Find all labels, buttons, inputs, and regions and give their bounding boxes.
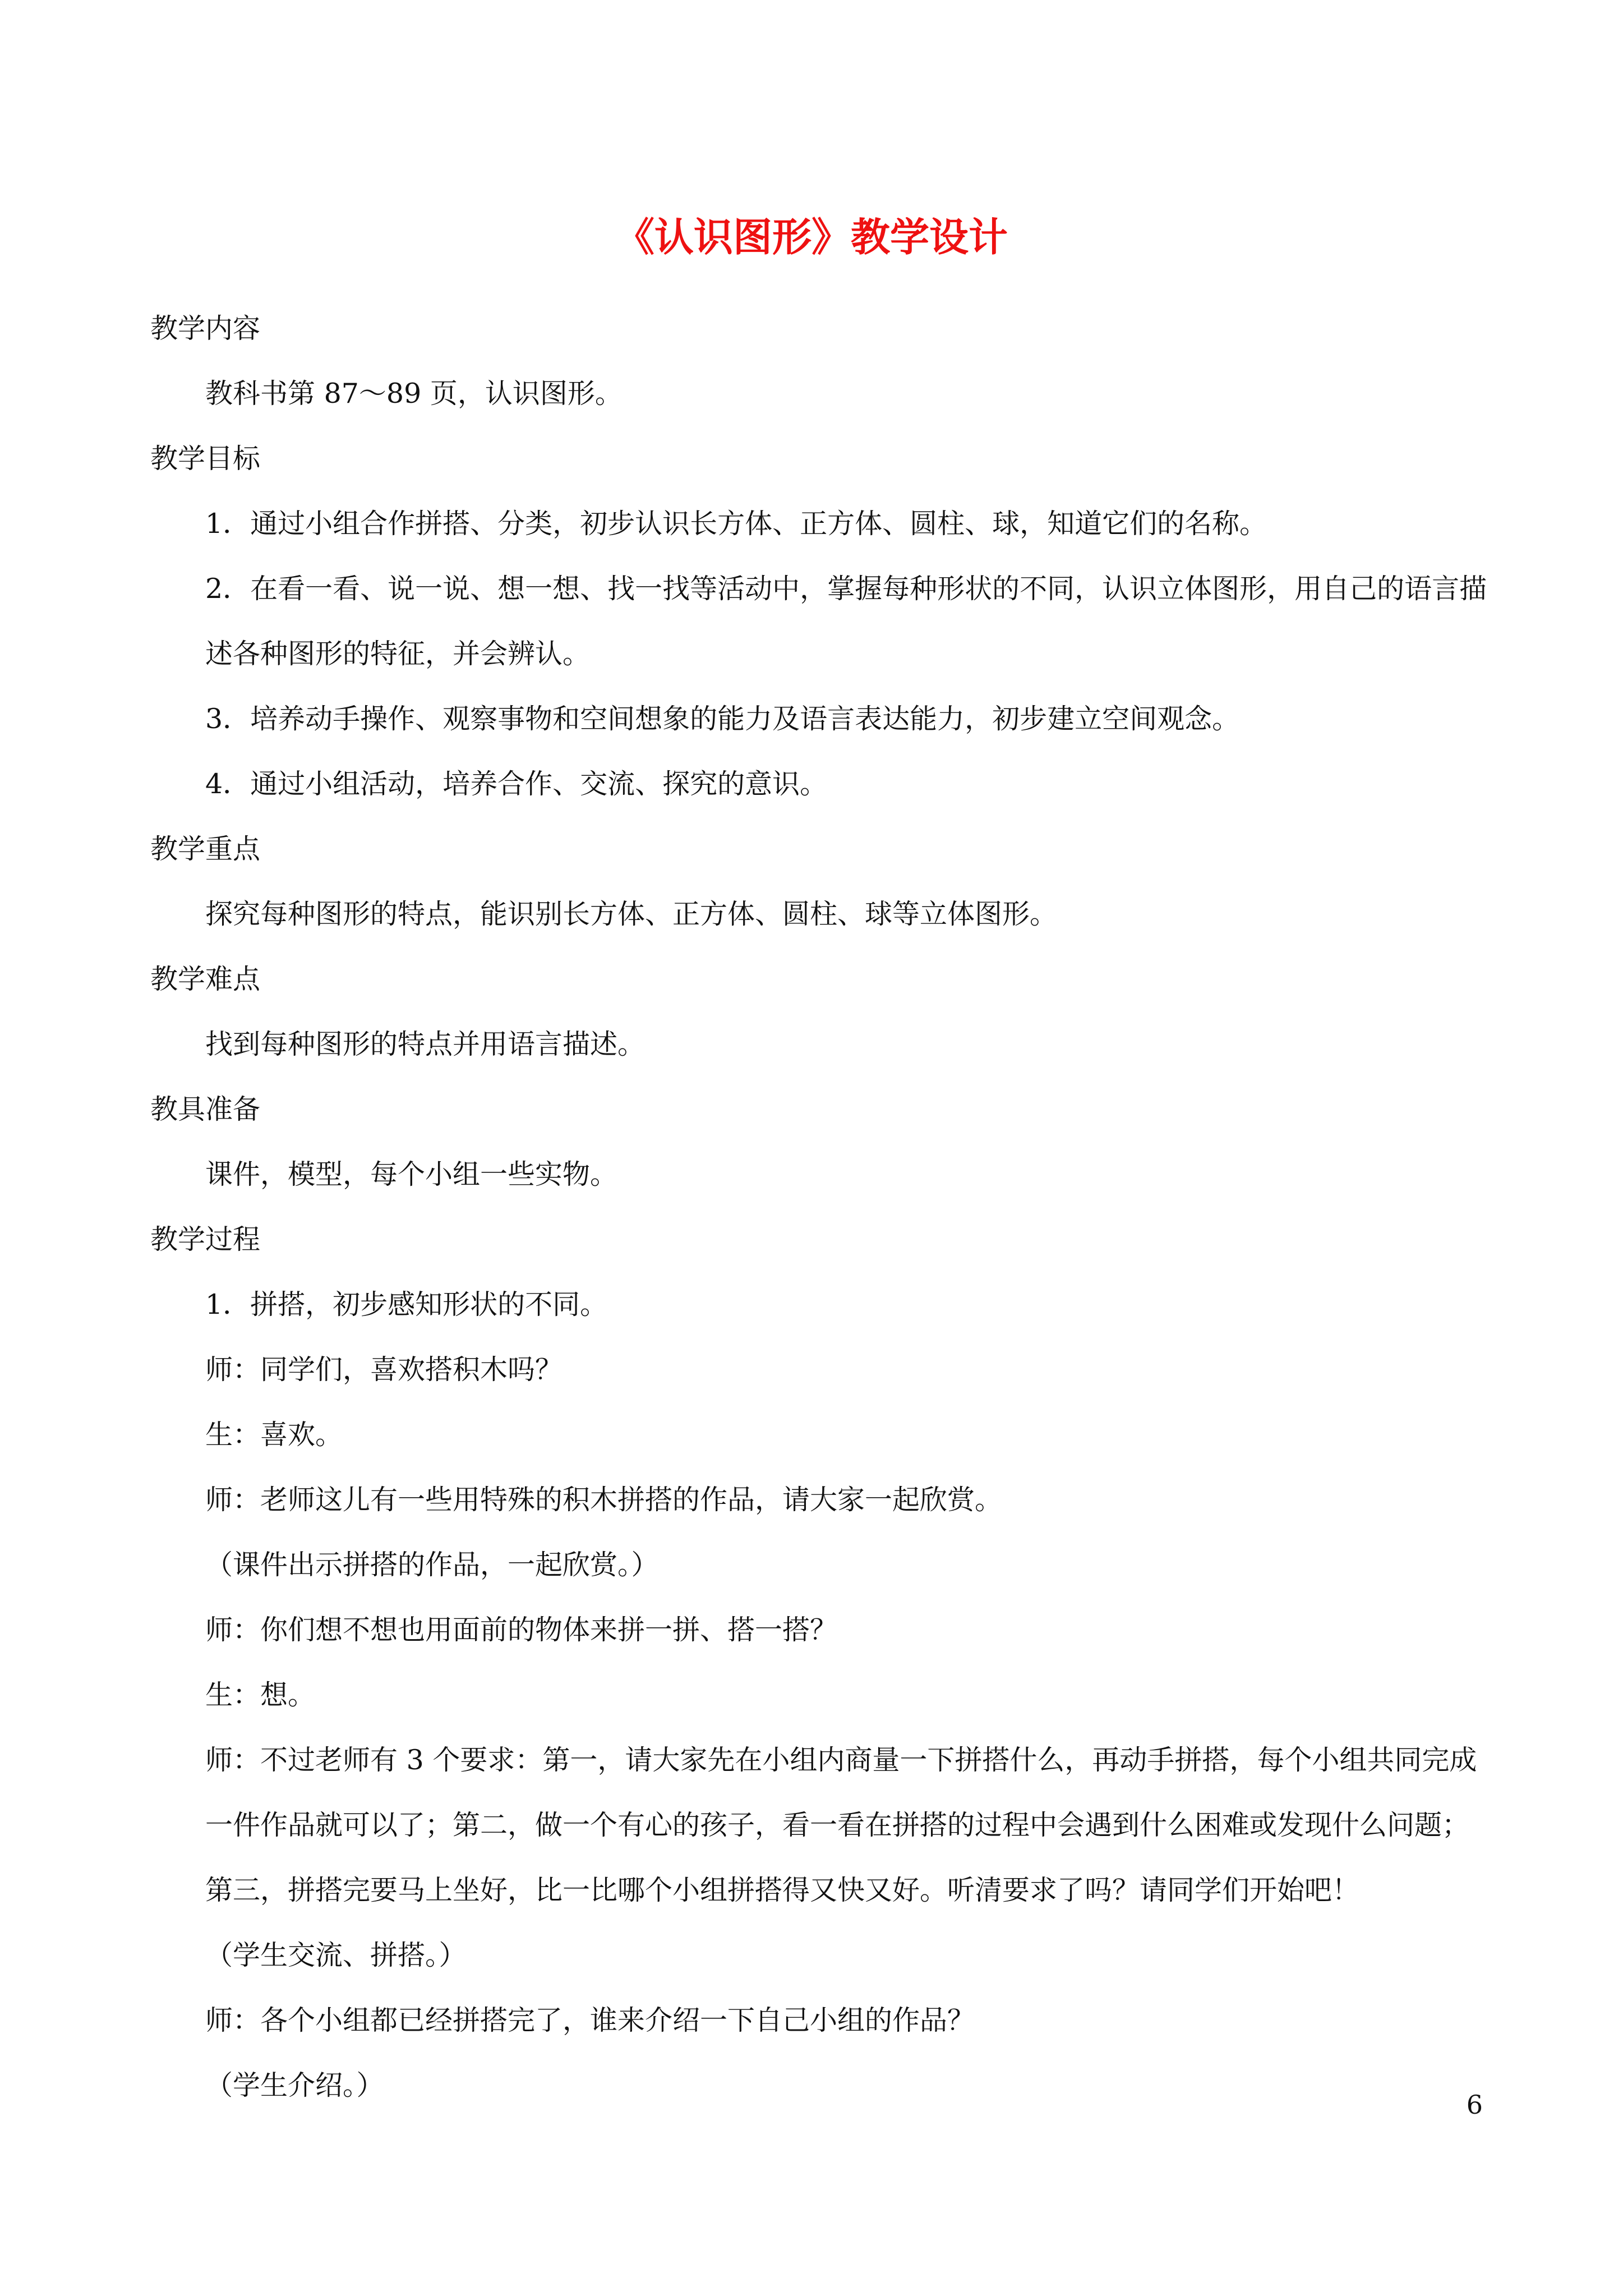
paragraph: （学生交流、拼搭。） bbox=[205, 1939, 467, 1971]
paragraph: 探究每种图形的特点，能识别长方体、正方体、圆柱、球等立体图形。 bbox=[205, 898, 1058, 930]
section-heading-goals: 教学目标 bbox=[150, 443, 261, 475]
paragraph: 4．通过小组活动，培养合作、交流、探究的意识。 bbox=[205, 768, 828, 800]
document-title: 《认识图形》教学设计 bbox=[615, 214, 1008, 260]
paragraph: 师：同学们，喜欢搭积木吗？ bbox=[205, 1354, 563, 1386]
paragraph: （学生介绍。） bbox=[205, 2069, 384, 2101]
paragraph: 师：各个小组都已经拼搭完了，谁来介绍一下自己小组的作品？ bbox=[205, 2004, 975, 2036]
paragraph: 师：老师这儿有一些用特殊的积木拼搭的作品，请大家一起欣赏。 bbox=[205, 1484, 1003, 1516]
paragraph: 3．培养动手操作、观察事物和空间想象的能力及语言表达能力，初步建立空间观念。 bbox=[205, 703, 1240, 735]
paragraph: 生：喜欢。 bbox=[205, 1419, 343, 1451]
section-heading-materials: 教具准备 bbox=[150, 1093, 261, 1125]
section-heading-process: 教学过程 bbox=[150, 1223, 261, 1255]
paragraph: 生：想。 bbox=[205, 1679, 316, 1711]
page-number: 6 bbox=[1466, 2090, 1483, 2120]
paragraph: 课件，模型，每个小组一些实物。 bbox=[205, 1158, 618, 1190]
section-heading-focus: 教学重点 bbox=[150, 833, 261, 865]
paragraph: 1．通过小组合作拼搭、分类，初步认识长方体、正方体、圆柱、球，知道它们的名称。 bbox=[205, 508, 1267, 540]
paragraph: 2．在看一看、说一说、想一想、找一找等活动中，掌握每种形状的不同，认识立体图形，用自己的语言描述各种图形的特征，并会辨认。 bbox=[205, 573, 1487, 670]
paragraph: 师：你们想不想也用面前的物体来拼一拼、搭一搭？ bbox=[205, 1614, 838, 1646]
section-heading-content: 教学内容 bbox=[150, 312, 261, 344]
document-body bbox=[150, 296, 1491, 2118]
paragraph: 找到每种图形的特点并用语言描述。 bbox=[205, 1028, 645, 1060]
paragraph: 1．拼搭，初步感知形状的不同。 bbox=[205, 1289, 608, 1320]
paragraph: 师：不过老师有 3 个要求：第一，请大家先在小组内商量一下拼搭什么，再动手拼搭，每个小组共同完成一件作品就可以了；第二，做一个有心的孩子，看一看在拼搭的过程中会遇到什么困难或发现什么问题；第三，拼搭完要马上坐好，比一比哪个小组拼搭得又快又好。听清要求了吗？请同学们开始吧！ bbox=[205, 1744, 1477, 1906]
section-heading-difficulty: 教学难点 bbox=[150, 963, 261, 995]
paragraph: （课件出示拼搭的作品，一起欣赏。） bbox=[205, 1549, 659, 1581]
paragraph: 教科书第 87～89 页，认识图形。 bbox=[205, 378, 623, 409]
